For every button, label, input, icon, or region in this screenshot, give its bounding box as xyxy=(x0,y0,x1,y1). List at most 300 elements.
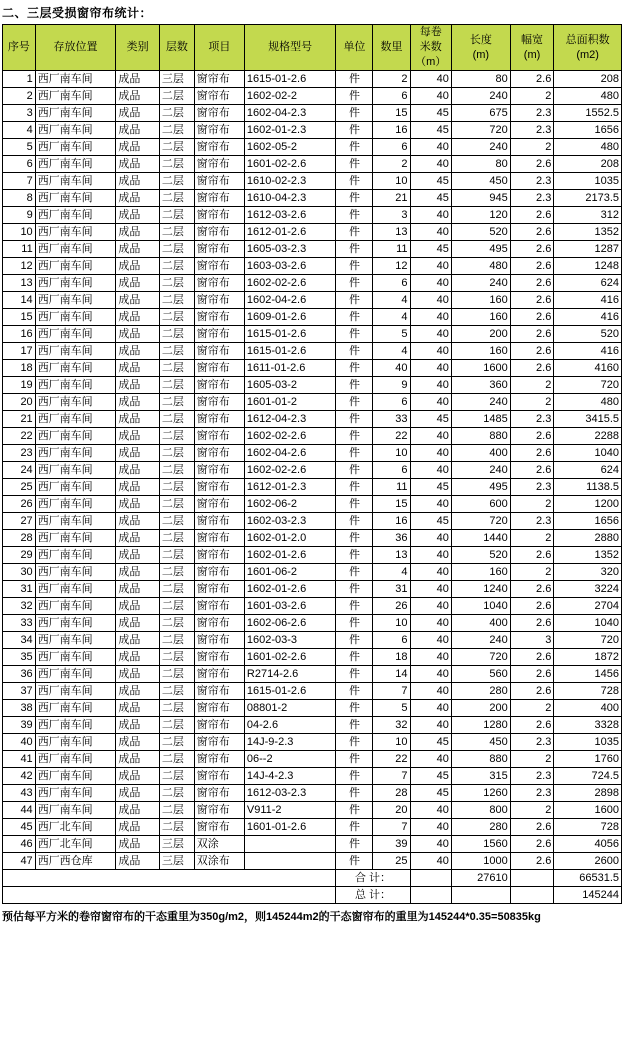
cell-unit: 件 xyxy=(336,496,373,513)
cell-width: 2 xyxy=(510,564,554,581)
cell-qty: 9 xyxy=(373,377,410,394)
cell-seq: 36 xyxy=(3,666,36,683)
cell-category: 成品 xyxy=(116,309,160,326)
cell-width: 2 xyxy=(510,700,554,717)
cell-location: 西厂南车间 xyxy=(35,139,116,156)
footnote: 预估每平方米的卷帘窗帘布的干态重里为350g/m2，则145244m2的干态窗帘布的重里为145244*0.35=50835kg xyxy=(2,911,541,923)
cell-width: 2.6 xyxy=(510,258,554,275)
cell-item: 窗帘布 xyxy=(194,377,244,394)
cell-spec: 06--2 xyxy=(244,751,336,768)
cell-length: 945 xyxy=(451,190,510,207)
cell-meters: 45 xyxy=(410,513,451,530)
cell-category: 成品 xyxy=(116,666,160,683)
cell-meters: 40 xyxy=(410,700,451,717)
cell-unit: 件 xyxy=(336,547,373,564)
cell-item: 窗帘布 xyxy=(194,598,244,615)
cell-item: 窗帘布 xyxy=(194,785,244,802)
cell-width: 2.3 xyxy=(510,173,554,190)
cell-qty: 28 xyxy=(373,785,410,802)
curtain-fabric-table xyxy=(2,24,622,904)
cell-meters: 45 xyxy=(410,105,451,122)
table-row xyxy=(3,802,622,819)
cell-width: 2.6 xyxy=(510,71,554,88)
cell-floor: 三层 xyxy=(159,71,194,88)
cell-seq: 31 xyxy=(3,581,36,598)
summary-length xyxy=(451,887,510,904)
cell-item: 窗帘布 xyxy=(194,666,244,683)
cell-length: 200 xyxy=(451,326,510,343)
cell-width: 2.3 xyxy=(510,190,554,207)
cell-width: 2.6 xyxy=(510,343,554,360)
cell-area: 3224 xyxy=(554,581,622,598)
cell-floor: 二层 xyxy=(159,190,194,207)
cell-item: 窗帘布 xyxy=(194,462,244,479)
cell-category: 成品 xyxy=(116,156,160,173)
cell-spec: 1602-02-2.6 xyxy=(244,428,336,445)
cell-seq: 15 xyxy=(3,309,36,326)
cell-item: 窗帘布 xyxy=(194,275,244,292)
cell-qty: 4 xyxy=(373,292,410,309)
cell-qty: 10 xyxy=(373,173,410,190)
cell-floor: 二层 xyxy=(159,326,194,343)
cell-item: 窗帘布 xyxy=(194,581,244,598)
cell-item: 窗帘布 xyxy=(194,496,244,513)
cell-location: 西厂南车间 xyxy=(35,445,116,462)
cell-qty: 10 xyxy=(373,734,410,751)
cell-category: 成品 xyxy=(116,139,160,156)
cell-area: 1040 xyxy=(554,445,622,462)
cell-item: 窗帘布 xyxy=(194,343,244,360)
cell-unit: 件 xyxy=(336,428,373,445)
cell-width: 2.6 xyxy=(510,462,554,479)
cell-spec: 1602-03-3 xyxy=(244,632,336,649)
col-header-seq: 序号 xyxy=(3,25,36,71)
cell-item: 窗帘布 xyxy=(194,173,244,190)
table-row xyxy=(3,360,622,377)
cell-floor: 二层 xyxy=(159,496,194,513)
cell-width: 2.6 xyxy=(510,156,554,173)
cell-qty: 5 xyxy=(373,700,410,717)
cell-meters: 40 xyxy=(410,309,451,326)
cell-floor: 二层 xyxy=(159,292,194,309)
table-row xyxy=(3,632,622,649)
cell-seq: 25 xyxy=(3,479,36,496)
cell-spec: V911-2 xyxy=(244,802,336,819)
cell-floor: 三层 xyxy=(159,836,194,853)
cell-seq: 11 xyxy=(3,241,36,258)
cell-length: 480 xyxy=(451,258,510,275)
cell-category: 成品 xyxy=(116,343,160,360)
cell-width: 2 xyxy=(510,88,554,105)
cell-meters: 45 xyxy=(410,479,451,496)
cell-seq: 13 xyxy=(3,275,36,292)
cell-seq: 28 xyxy=(3,530,36,547)
cell-area: 416 xyxy=(554,343,622,360)
cell-width: 2 xyxy=(510,377,554,394)
cell-unit: 件 xyxy=(336,445,373,462)
summary-area: 145244 xyxy=(554,887,622,904)
table-row xyxy=(3,258,622,275)
cell-floor: 二层 xyxy=(159,547,194,564)
cell-floor: 二层 xyxy=(159,819,194,836)
summary-blank xyxy=(3,870,336,887)
cell-length: 1000 xyxy=(451,853,510,870)
cell-category: 成品 xyxy=(116,428,160,445)
cell-category: 成品 xyxy=(116,224,160,241)
table-row xyxy=(3,768,622,785)
cell-unit: 件 xyxy=(336,190,373,207)
cell-category: 成品 xyxy=(116,258,160,275)
cell-length: 400 xyxy=(451,445,510,462)
cell-item: 窗帘布 xyxy=(194,751,244,768)
cell-unit: 件 xyxy=(336,292,373,309)
cell-category: 成品 xyxy=(116,598,160,615)
cell-location: 西厂南车间 xyxy=(35,428,116,445)
cell-meters: 45 xyxy=(410,734,451,751)
cell-category: 成品 xyxy=(116,105,160,122)
table-row xyxy=(3,139,622,156)
cell-qty: 6 xyxy=(373,462,410,479)
col-header-meters-line1: 每卷 xyxy=(419,26,442,38)
cell-qty: 26 xyxy=(373,598,410,615)
cell-unit: 件 xyxy=(336,853,373,870)
cell-length: 240 xyxy=(451,88,510,105)
cell-unit: 件 xyxy=(336,241,373,258)
cell-location: 西厂南车间 xyxy=(35,649,116,666)
cell-location: 西厂南车间 xyxy=(35,530,116,547)
cell-location: 西厂南车间 xyxy=(35,802,116,819)
cell-item: 窗帘布 xyxy=(194,649,244,666)
cell-meters: 40 xyxy=(410,547,451,564)
cell-floor: 二层 xyxy=(159,309,194,326)
cell-unit: 件 xyxy=(336,683,373,700)
cell-width: 2.3 xyxy=(510,479,554,496)
cell-qty: 25 xyxy=(373,853,410,870)
cell-location: 西厂南车间 xyxy=(35,156,116,173)
cell-meters: 40 xyxy=(410,292,451,309)
cell-area: 520 xyxy=(554,326,622,343)
cell-width: 2.6 xyxy=(510,428,554,445)
cell-seq: 1 xyxy=(3,71,36,88)
summary-blank-width xyxy=(510,870,554,887)
cell-location: 西厂南车间 xyxy=(35,581,116,598)
cell-category: 成品 xyxy=(116,649,160,666)
summary-row xyxy=(3,887,622,904)
cell-seq: 14 xyxy=(3,292,36,309)
table-row xyxy=(3,649,622,666)
summary-blank-meters xyxy=(410,870,451,887)
cell-floor: 二层 xyxy=(159,632,194,649)
cell-seq: 9 xyxy=(3,207,36,224)
cell-item: 窗帘布 xyxy=(194,360,244,377)
cell-floor: 二层 xyxy=(159,734,194,751)
cell-location: 西厂南车间 xyxy=(35,632,116,649)
cell-spec: 1601-06-2 xyxy=(244,564,336,581)
cell-spec: 1602-03-2.3 xyxy=(244,513,336,530)
cell-meters: 45 xyxy=(410,122,451,139)
cell-meters: 45 xyxy=(410,768,451,785)
table-row xyxy=(3,445,622,462)
cell-floor: 三层 xyxy=(159,853,194,870)
cell-category: 成品 xyxy=(116,394,160,411)
col-header-width xyxy=(510,25,554,71)
cell-area: 1552.5 xyxy=(554,105,622,122)
cell-floor: 二层 xyxy=(159,666,194,683)
cell-area: 1656 xyxy=(554,122,622,139)
cell-spec: 14J-4-2.3 xyxy=(244,768,336,785)
cell-unit: 件 xyxy=(336,666,373,683)
cell-qty: 6 xyxy=(373,394,410,411)
cell-unit: 件 xyxy=(336,258,373,275)
cell-seq: 4 xyxy=(3,122,36,139)
cell-location: 西厂南车间 xyxy=(35,71,116,88)
cell-meters: 40 xyxy=(410,156,451,173)
cell-unit: 件 xyxy=(336,326,373,343)
cell-seq: 44 xyxy=(3,802,36,819)
cell-area: 1040 xyxy=(554,615,622,632)
table-row xyxy=(3,122,622,139)
cell-width: 2.6 xyxy=(510,224,554,241)
cell-location: 西厂南车间 xyxy=(35,717,116,734)
cell-width: 2.3 xyxy=(510,768,554,785)
cell-length: 880 xyxy=(451,751,510,768)
cell-area: 3415.5 xyxy=(554,411,622,428)
cell-spec xyxy=(244,836,336,853)
col-header-location: 存放位置 xyxy=(35,25,116,71)
cell-area: 1456 xyxy=(554,666,622,683)
table-row xyxy=(3,190,622,207)
cell-location: 西厂南车间 xyxy=(35,564,116,581)
cell-length: 495 xyxy=(451,479,510,496)
cell-category: 成品 xyxy=(116,292,160,309)
cell-seq: 16 xyxy=(3,326,36,343)
cell-area: 1138.5 xyxy=(554,479,622,496)
cell-length: 720 xyxy=(451,649,510,666)
table-row xyxy=(3,819,622,836)
cell-unit: 件 xyxy=(336,649,373,666)
cell-length: 80 xyxy=(451,71,510,88)
cell-area: 480 xyxy=(554,394,622,411)
cell-item: 窗帘布 xyxy=(194,394,244,411)
cell-length: 720 xyxy=(451,513,510,530)
cell-seq: 43 xyxy=(3,785,36,802)
cell-width: 2.6 xyxy=(510,836,554,853)
cell-width: 2.6 xyxy=(510,615,554,632)
cell-meters: 40 xyxy=(410,530,451,547)
cell-qty: 3 xyxy=(373,207,410,224)
cell-qty: 4 xyxy=(373,564,410,581)
cell-meters: 40 xyxy=(410,139,451,156)
cell-category: 成品 xyxy=(116,632,160,649)
cell-length: 160 xyxy=(451,564,510,581)
cell-item: 窗帘布 xyxy=(194,445,244,462)
cell-spec: 1602-05-2 xyxy=(244,139,336,156)
cell-location: 西厂南车间 xyxy=(35,224,116,241)
cell-category: 成品 xyxy=(116,564,160,581)
cell-item: 窗帘布 xyxy=(194,258,244,275)
table-row xyxy=(3,207,622,224)
table-row xyxy=(3,343,622,360)
table-row xyxy=(3,377,622,394)
cell-item: 窗帘布 xyxy=(194,411,244,428)
cell-seq: 45 xyxy=(3,819,36,836)
table-row xyxy=(3,666,622,683)
cell-width: 2.6 xyxy=(510,207,554,224)
cell-category: 成品 xyxy=(116,71,160,88)
cell-length: 240 xyxy=(451,139,510,156)
cell-length: 400 xyxy=(451,615,510,632)
cell-item: 窗帘布 xyxy=(194,683,244,700)
cell-seq: 29 xyxy=(3,547,36,564)
cell-area: 720 xyxy=(554,377,622,394)
cell-floor: 二层 xyxy=(159,581,194,598)
cell-meters: 40 xyxy=(410,360,451,377)
cell-location: 西厂南车间 xyxy=(35,309,116,326)
cell-meters: 40 xyxy=(410,581,451,598)
cell-width: 2 xyxy=(510,530,554,547)
summary-blank xyxy=(3,887,336,904)
cell-length: 1560 xyxy=(451,836,510,853)
table-row xyxy=(3,292,622,309)
cell-unit: 件 xyxy=(336,819,373,836)
cell-seq: 22 xyxy=(3,428,36,445)
cell-item: 窗帘布 xyxy=(194,105,244,122)
cell-item: 窗帘布 xyxy=(194,309,244,326)
cell-spec: 1601-01-2.6 xyxy=(244,819,336,836)
cell-category: 成品 xyxy=(116,513,160,530)
cell-length: 315 xyxy=(451,768,510,785)
cell-floor: 二层 xyxy=(159,513,194,530)
cell-qty: 6 xyxy=(373,632,410,649)
cell-length: 80 xyxy=(451,156,510,173)
cell-meters: 45 xyxy=(410,173,451,190)
cell-floor: 二层 xyxy=(159,700,194,717)
cell-length: 880 xyxy=(451,428,510,445)
cell-area: 1760 xyxy=(554,751,622,768)
cell-qty: 33 xyxy=(373,411,410,428)
cell-qty: 7 xyxy=(373,683,410,700)
col-header-length xyxy=(451,25,510,71)
cell-width: 2.3 xyxy=(510,785,554,802)
cell-spec: 1612-01-2.3 xyxy=(244,479,336,496)
cell-meters: 40 xyxy=(410,802,451,819)
cell-item: 窗帘布 xyxy=(194,564,244,581)
cell-seq: 19 xyxy=(3,377,36,394)
cell-seq: 21 xyxy=(3,411,36,428)
cell-item: 窗帘布 xyxy=(194,700,244,717)
cell-unit: 件 xyxy=(336,802,373,819)
cell-width: 2.6 xyxy=(510,292,554,309)
col-header-meters xyxy=(410,25,451,71)
cell-category: 成品 xyxy=(116,615,160,632)
cell-item: 窗帘布 xyxy=(194,292,244,309)
cell-area: 1352 xyxy=(554,224,622,241)
cell-category: 成品 xyxy=(116,717,160,734)
cell-seq: 20 xyxy=(3,394,36,411)
cell-category: 成品 xyxy=(116,683,160,700)
cell-qty: 16 xyxy=(373,122,410,139)
cell-category: 成品 xyxy=(116,496,160,513)
cell-qty: 5 xyxy=(373,326,410,343)
cell-spec: 1605-03-2 xyxy=(244,377,336,394)
summary-area: 66531.5 xyxy=(554,870,622,887)
cell-area: 480 xyxy=(554,139,622,156)
cell-unit: 件 xyxy=(336,836,373,853)
cell-qty: 18 xyxy=(373,649,410,666)
cell-length: 1240 xyxy=(451,581,510,598)
cell-width: 2.3 xyxy=(510,122,554,139)
table-row xyxy=(3,88,622,105)
cell-item: 窗帘布 xyxy=(194,632,244,649)
table-row xyxy=(3,241,622,258)
cell-category: 成品 xyxy=(116,445,160,462)
cell-length: 160 xyxy=(451,292,510,309)
cell-meters: 40 xyxy=(410,224,451,241)
table-row xyxy=(3,853,622,870)
cell-meters: 45 xyxy=(410,411,451,428)
cell-qty: 6 xyxy=(373,139,410,156)
cell-meters: 40 xyxy=(410,632,451,649)
cell-location: 西厂南车间 xyxy=(35,394,116,411)
cell-spec: 1609-01-2.6 xyxy=(244,309,336,326)
cell-floor: 二层 xyxy=(159,377,194,394)
cell-location: 西厂南车间 xyxy=(35,547,116,564)
cell-unit: 件 xyxy=(336,479,373,496)
cell-qty: 11 xyxy=(373,479,410,496)
cell-length: 520 xyxy=(451,224,510,241)
cell-category: 成品 xyxy=(116,326,160,343)
cell-seq: 10 xyxy=(3,224,36,241)
cell-area: 4056 xyxy=(554,836,622,853)
cell-width: 2.6 xyxy=(510,666,554,683)
cell-seq: 38 xyxy=(3,700,36,717)
cell-item: 双涂 xyxy=(194,836,244,853)
cell-width: 2 xyxy=(510,394,554,411)
cell-item: 窗帘布 xyxy=(194,819,244,836)
cell-width: 2.3 xyxy=(510,411,554,428)
cell-unit: 件 xyxy=(336,632,373,649)
cell-location: 西厂南车间 xyxy=(35,700,116,717)
cell-area: 624 xyxy=(554,275,622,292)
cell-spec: 1612-01-2.6 xyxy=(244,224,336,241)
cell-category: 成品 xyxy=(116,700,160,717)
cell-floor: 二层 xyxy=(159,479,194,496)
cell-width: 2.6 xyxy=(510,326,554,343)
cell-qty: 6 xyxy=(373,88,410,105)
cell-meters: 40 xyxy=(410,615,451,632)
cell-length: 280 xyxy=(451,819,510,836)
cell-floor: 二层 xyxy=(159,564,194,581)
cell-area: 3328 xyxy=(554,717,622,734)
table-row xyxy=(3,394,622,411)
cell-seq: 30 xyxy=(3,564,36,581)
table-row xyxy=(3,615,622,632)
cell-area: 2898 xyxy=(554,785,622,802)
cell-length: 675 xyxy=(451,105,510,122)
cell-category: 成品 xyxy=(116,377,160,394)
cell-qty: 14 xyxy=(373,666,410,683)
cell-floor: 二层 xyxy=(159,683,194,700)
cell-unit: 件 xyxy=(336,122,373,139)
cell-meters: 40 xyxy=(410,819,451,836)
cell-seq: 23 xyxy=(3,445,36,462)
cell-unit: 件 xyxy=(336,700,373,717)
cell-location: 西厂南车间 xyxy=(35,734,116,751)
cell-floor: 二层 xyxy=(159,598,194,615)
cell-qty: 31 xyxy=(373,581,410,598)
table-row xyxy=(3,71,622,88)
cell-floor: 二层 xyxy=(159,751,194,768)
